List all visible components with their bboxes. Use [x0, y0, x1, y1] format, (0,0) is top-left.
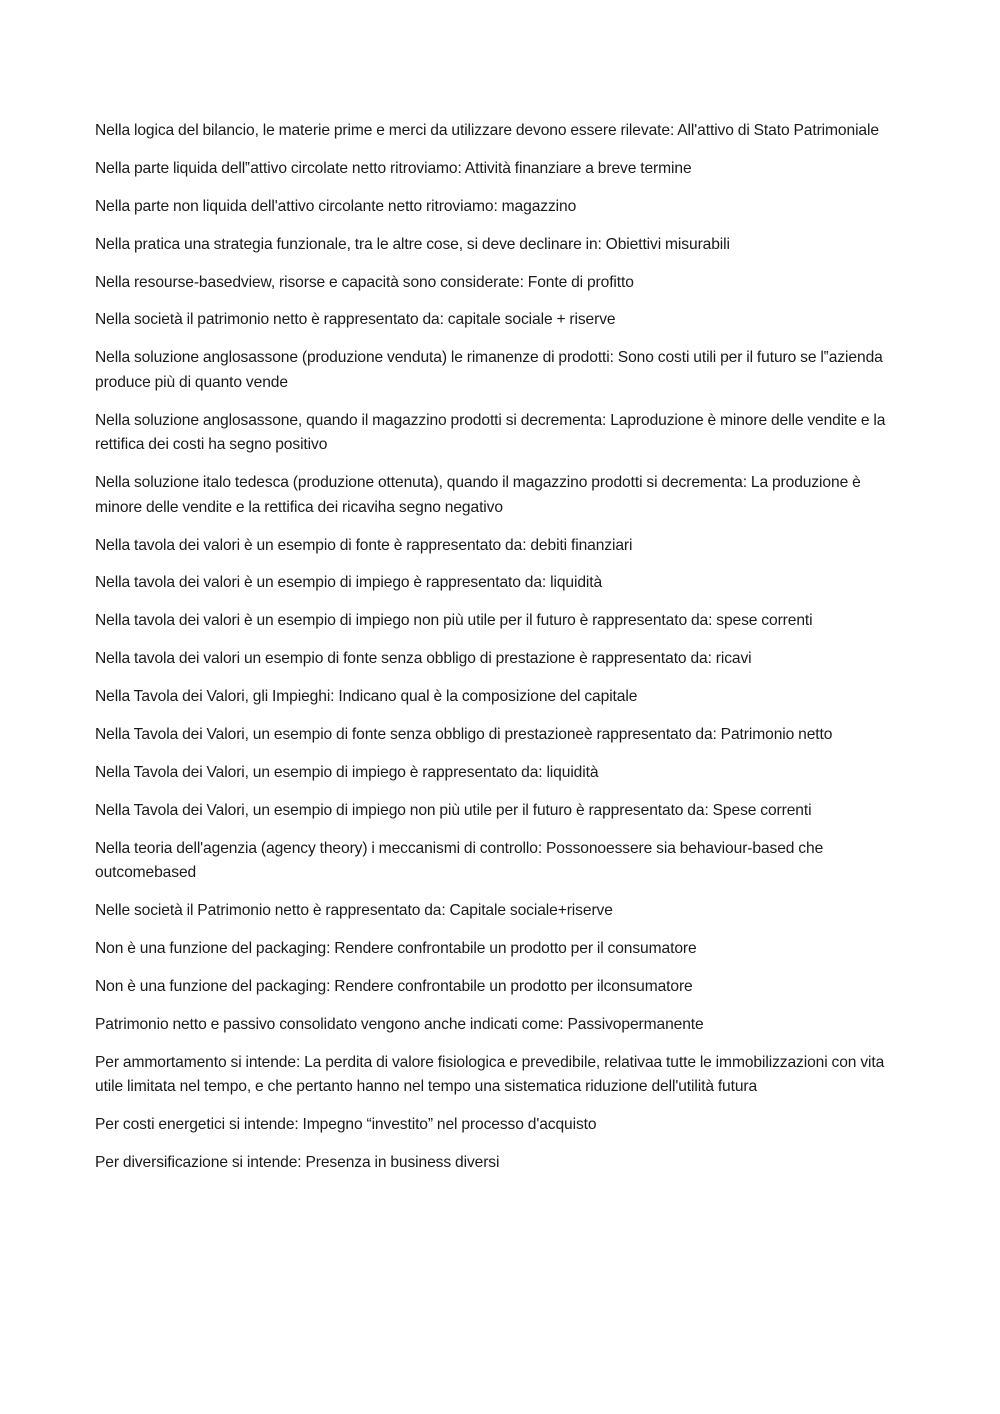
paragraph: Nella Tavola dei Valori, un esempio di impiego è rappresentato da: liquidità [95, 763, 599, 781]
paragraph: Nella Tavola dei Valori, un esempio di impiego non più utile per il futuro è rappresentato da: Spese correnti [95, 801, 812, 819]
paragraph: Nella Tavola dei Valori, gli Impieghi: Indicano qual è la composizione del capitale [95, 688, 638, 706]
paragraph: Nella parte non liquida dell'attivo circolante netto ritroviamo: magazzino [95, 197, 577, 215]
paragraph: Nella soluzione anglosassone (produzione venduta) le rimanenze di prodotti: Sono costi utili per il futuro se l‟azienda produce più di quanto vende [95, 349, 883, 391]
paragraph: Nelle società il Patrimonio netto è rappresentato da: Capitale sociale+riserve [95, 902, 613, 920]
paragraph: Nella tavola dei valori un esempio di fonte senza obbligo di prestazione è rappresentato da: ricavi [95, 650, 752, 668]
paragraph: Nella logica del bilancio, le materie prime e merci da utilizzare devono essere rilevate: All'attivo di Stato Patrimoniale [95, 122, 879, 139]
paragraph: Nella resourse-basedview, risorse e capacità sono considerate: Fonte di profitto [95, 273, 634, 291]
paragraph: Nella teoria dell'agenzia (agency theory) i meccanismi di controllo: Possonoessere sia behaviour-based che outcomebased [95, 839, 824, 882]
paragraph: Nella Tavola dei Valori, un esempio di fonte senza obbligo di prestazioneè rappresentato da: Patrimonio netto [95, 725, 833, 743]
paragraph: Nella parte liquida dell‟attivo circolate netto ritroviamo: Attività finanziare a breve termine [95, 159, 692, 177]
paragraph: Per ammortamento si intende: La perdita di valore fisiologica e prevedibile, relativaa tutte le immobilizzazioni con vita utile limitata nel tempo, e che pertanto hanno nel tempo una sistematica riduzione dell'utilità futura [95, 1053, 885, 1096]
paragraph: Nella tavola dei valori è un esempio di fonte è rappresentato da: debiti finanziari [95, 536, 633, 554]
paragraph: Per diversificazione si intende: Presenza in business diversi [95, 1153, 500, 1171]
paragraph: Nella pratica una strategia funzionale, tra le altre cose, si deve declinare in: Obiettivi misurabili [95, 235, 730, 253]
paragraph: Non è una funzione del packaging: Rendere confrontabile un prodotto per il consumatore [95, 939, 697, 957]
paragraph: Nella soluzione italo tedesca (produzione ottenuta), quando il magazzino prodotti si decrementa: La produzione è minore delle vendite e la rettifica dei ricaviha segno negativo [95, 474, 861, 516]
paragraph: Nella tavola dei valori è un esempio di impiego non più utile per il futuro è rappresentato da: spese correnti [95, 612, 813, 630]
paragraph: Nella società il patrimonio netto è rappresentato da: capitale sociale + riserve [95, 311, 616, 329]
document-body [95, 119, 910, 1189]
paragraph: Nella tavola dei valori è un esempio di impiego è rappresentato da: liquidità [95, 574, 603, 592]
paragraph: Nella soluzione anglosassone, quando il magazzino prodotti si decrementa: Laproduzione è minore delle vendite e la rettifica dei costi ha segno positivo [95, 411, 886, 454]
paragraph: Non è una funzione del packaging: Rendere confrontabile un prodotto per ilconsumatore [95, 977, 693, 995]
paragraph: Per costi energetici si intende: Impegno “investito” nel processo d'acquisto [95, 1115, 597, 1133]
paragraph: Patrimonio netto e passivo consolidato vengono anche indicati come: Passivopermanente [95, 1015, 704, 1033]
